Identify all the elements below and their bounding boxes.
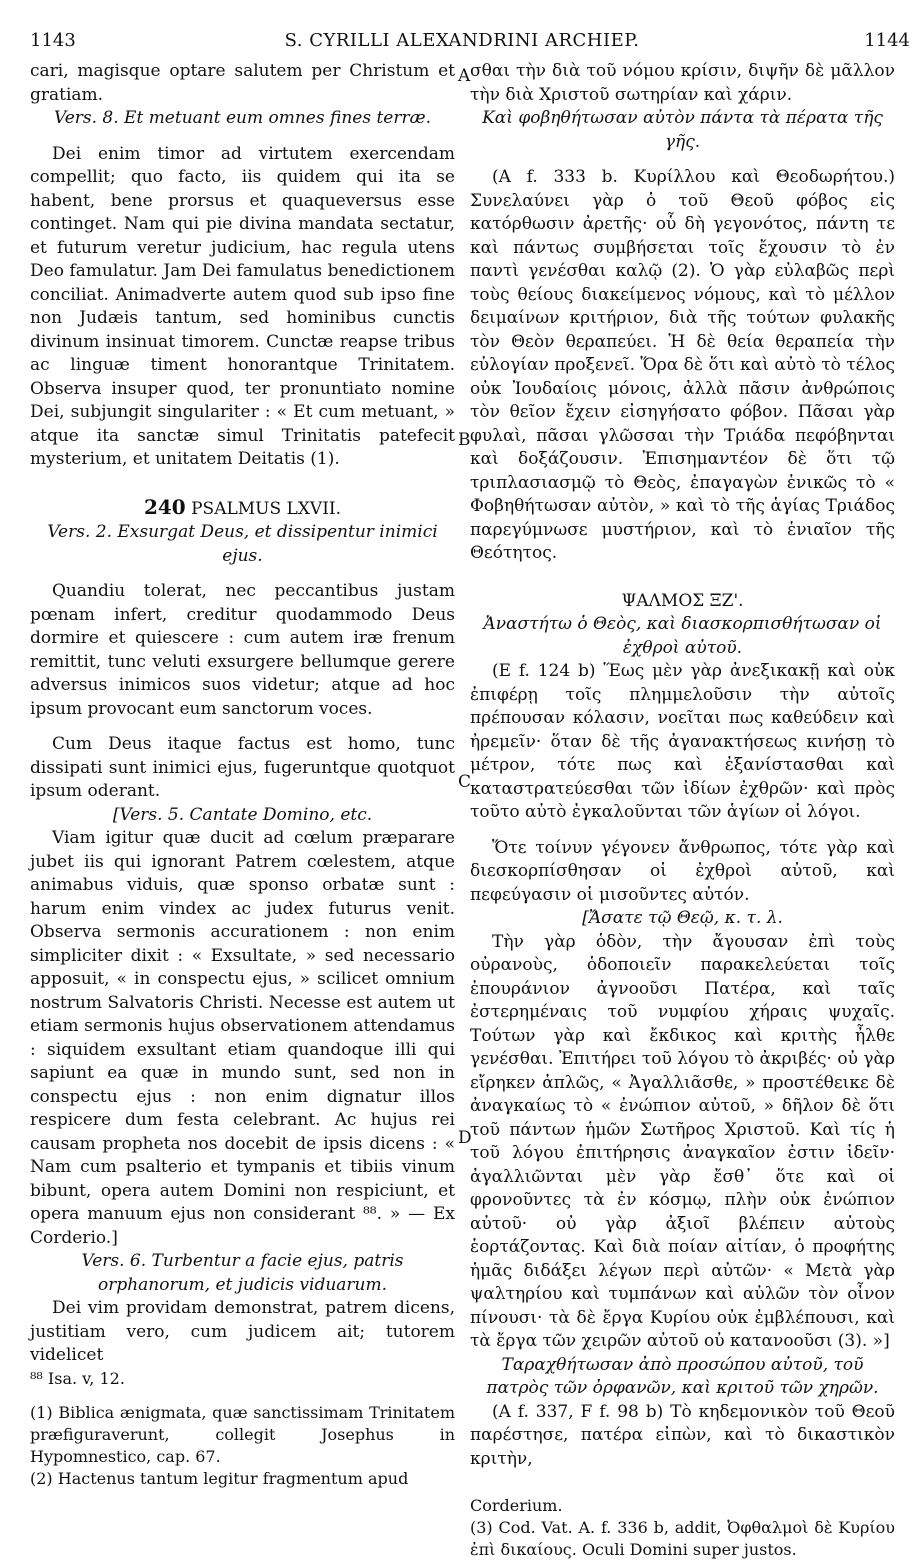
verse-heading: [Vers. 5. Cantate Domino, etc.	[112, 804, 373, 825]
verse-heading: Καὶ φοβηθήτωσαν αὐτὸν πάντα τὰ πέρατα τῆς γῆς.	[482, 108, 883, 152]
latin-paragraph: Dei enim timor ad virtutem exercendam compellit; quo facto, iis quidem qui ita se habent, bene prorsus et quaqueversus esse continget. Nam qui pie divina mandata sectatur, et futurum veretur judicium, hac regula utens Deo famulatur. Jam Dei famulatus benedictionem conciliat. Animadverte autem quod sub ipso fine non Judæis tantum, sed hominibus cunctis divinum insinuat timorem. Cunctæ reapse tribus ac linguæ timent honorantque Trinitatem. Observa insuper quod, ter pronuntiato nomine Dei, subjungit singulariter : « Et cum metuant, » atque ita sanctæ simul Trinitatis patefecit mysterium, et unitatem Deitatis (1).	[30, 143, 455, 469]
psalm-heading: ΨΑΛΜΟΣ ΞΖ'.	[621, 590, 744, 611]
verse-heading: Vers. 2. Exsurgat Deus, et dissipentur inimici ejus.	[47, 522, 438, 566]
running-title: S. CYRILLI ALEXANDRINI ARCHIEP.	[284, 30, 640, 51]
psalm-heading: 240 PSALMUS LXVII.	[143, 494, 342, 519]
footnote: (2) Hactenus tantum legitur fragmentum apud	[30, 1468, 409, 1488]
verse-heading: Vers. 6. Turbentur a facie ejus, patris orphanorum, et judicis viduarum.	[81, 1251, 404, 1295]
latin-paragraph: Quandiu tolerat, nec peccantibus justam pœnam infert, creditur quodammodo Deus dormire et quiescere : cum autem iræ frenum remittit, tunc veluti exsurgere bellumque gerere adversus inimicos suos videtur; atque ad hoc ipsum provocant eum sanctorum voces.	[30, 581, 455, 719]
margin-marker-b: B	[458, 430, 471, 450]
verse-heading: Vers. 8. Et metuant eum omnes fines terræ.	[53, 108, 431, 128]
greek-paragraph: (A f. 337, F f. 98 b) Τὸ κηδεμονικὸν τοῦ Θεοῦ παρέστησε, πατέρα εἰπὼν, καὶ τὸ δικαστικὸν κριτὴν,	[470, 1401, 895, 1469]
margin-marker-c: C	[458, 772, 472, 792]
footnote: (3) Cod. Vat. A. f. 336 b, addit, Ὀφθαλμοὶ δὲ Κυρίου ἐπὶ δικαίους. Oculi Domini super justos.	[470, 1518, 895, 1559]
latin-paragraph: cari, magisque optare salutem per Christum et gratiam.	[30, 61, 455, 105]
greek-paragraph: (A f. 333 b. Κυρίλλου καὶ Θεοδωρήτου.) Συνελαύνει γὰρ ὁ τοῦ Θεοῦ φόβος εἰς κατόρθωσιν ἀρετῆς· οὗ δὴ γεγονότος, πάντη τε καὶ πάντως συμβήσεται τοῖς ἔχουσιν τὸ ἐν παντὶ γενέσθαι καλῷ (2). Ὁ γὰρ εὐλαβῶς περὶ τοὺς θείους διακείμενος νόμους, καὶ τὸ μέλλον δειμαίνων κριτήριον, διὰ τῆς τούτων φυλακῆς τὸν Θεὸν θεραπεύει. Ἡ δὲ θεία θεραπεία τὴν εὐλογίαν προξενεῖ. Ὅρα δὲ ὅτι καὶ αὐτὸ τὸ τέλος οὐκ Ἰουδαίοις μόνοις, ἀλλὰ πᾶσιν ἀνθρώποις τὸν θεῖον ἔχειν εἰσηγήσατο φόβον. Πᾶσαι γὰρ φυλαὶ, πᾶσαι γλῶσσαι τὴν Τριάδα πεφόβηνται καὶ δοξάζουσιν. Ἐπισημαντέον δὲ ὅτι τῷ τριπλασιασμῷ τὸ Θεὸς, ἐπαγαγὼν ἑνικῶς τὸ « Φοβηθήτωσαν αὐτὸν, » καὶ τὸ τῆς ἁγίας Τριάδος παρεγύμνωσε μυστήριον, καὶ τὸ ἑνιαῖον τῆς Θεότητος.	[470, 167, 895, 563]
latin-paragraph: Viam igitur quæ ducit ad cœlum præparare jubet iis qui ignorant Patrem cœlestem, atque animabus viduis, quæ sponso orbatæ sunt : harum enim vindex ac judex futurus venit. Observa sermonis accurationem : non enim simpliciter dixit : « Exsultate, » sed necessario apposuit, « in conspectu ejus, » scilicet omnium nostrum Salvatoris Christi. Necesse est autem ut etiam sermonis hujus observationem attendamus : siquidem exsultant etiam quandoque illi qui sapiunt ea quæ in mundo sunt, sed non in conspectu ejus : non enim dignatur illos respicere dum festa celebrant. Ac hujus rei causam propheta nos docebit de ipsis dicens : « Nam cum psalterio et tympanis et tibiis vinum bibunt, opera autem Domini non respiciunt, et opera manuum ejus non considerant ⁸⁸. » — Ex Corderio.]	[30, 828, 455, 1248]
greek-paragraph: Τὴν γὰρ ὁδὸν, τὴν ἄγουσαν ἐπὶ τοὺς οὐρανοὺς, ὁδοποιεῖν παρακελεύεται τοῖς ἐπουράνιον ἀγνοοῦσι Πατέρα, καὶ ταῖς ἐστερημέναις τοῦ νυμφίου χήραις ψυχαῖς. Τούτων γὰρ καὶ ἔκδικος καὶ κριτὴς ἦλθε γενέσθαι. Ἐπιτήρει τοῦ λόγου τὸ ἀκριβές· οὐ γὰρ εἴρηκεν ἁπλῶς, « Ἀγαλλιᾶσθε, » προστέθεικε δὲ ἀναγκαίως τὸ « ἐνώπιον αὐτοῦ, » δῆλον δὲ ὅτι τοῦ πάντων ἡμῶν Σωτῆρος Χριστοῦ. Καὶ τίς ἡ τοῦ λόγου ἐπιτήρησις ἀναγκαῖον ἐστιν ἰδεῖν· ἀγαλλιῶνται μὲν γὰρ ἔσθ᾽ ὅτε καὶ οἱ φρονοῦντες τὰ ἐν κόσμῳ, πλὴν οὐκ ἐνώπιον αὐτοῦ· οὐ γὰρ ἀξιοῖ βλέπειν αὐτοὺς ἑορτάζοντας. Καὶ διὰ ποίαν αἰτίαν, ὁ προφήτης ἡμᾶς διδάξει λέγων περὶ αὐτῶν· « Μετὰ γὰρ ψαλτηρίου καὶ τυμπάνων καὶ αὐλῶν τὸν οἶνον πίνουσι· τὰ δὲ ἔργα Κυρίου οὐκ ἐμβλέπουσι, καὶ τὰ ἔργα τῶν χειρῶν αὐτοῦ οὐ κατανοοῦσι (3). »]	[470, 931, 895, 1351]
verse-heading: [Ἄσατε τῷ Θεῷ, κ. τ. λ.	[582, 908, 783, 928]
page-number-left: 1143	[30, 30, 76, 51]
verse-heading: Ἀναστήτω ὁ Θεὸς, καὶ διασκορπισθήτωσαν οἱ ἐχθροὶ αὐτοῦ.	[483, 614, 882, 658]
page-number-right: 1144	[864, 30, 910, 51]
latin-paragraph: Cum Deus itaque factus est homo, tunc dissipati sunt inimici ejus, fugeruntque quotquot ipsum oderant.	[30, 734, 455, 801]
greek-paragraph: (E f. 124 b) Ἕως μὲν γὰρ ἀνεξικακῇ καὶ οὐκ ἐπιφέρῃ τοῖς πλημμελοῦσιν τὴν αὐτοῖς πρέπουσαν κόλασιν, νοεῖται πως καθεύδειν καὶ ἠρεμεῖν· ὅταν δὲ τῆς ἀγανακτήσεως κινήσῃ τὸ μέτρον, τότε πως καὶ ἐξανίστασθαι καὶ καταστρατεύεσθαι τῶν ἰδίων ἐχθρῶν· καὶ πρὸς τοῦτο αὐτὸ ἐγκαλοῦνται τῶν ἁγίων οἱ λόγοι.	[470, 661, 895, 822]
margin-marker-d: D	[458, 1128, 472, 1148]
latin-column	[30, 60, 455, 1490]
greek-column	[470, 60, 895, 1561]
greek-paragraph: Ὅτε τοίνυν γέγονεν ἄνθρωπος, τότε γὰρ καὶ διεσκορπίσθησαν οἱ ἐχθροὶ αὐτοῦ, καὶ πεφεύγασιν οἱ μισοῦντες αὐτόν.	[470, 837, 895, 905]
latin-paragraph: Dei vim providam demonstrat, patrem dicens, justitiam vero, cum judicem ait; tutorem videlicet	[30, 1298, 455, 1365]
verse-heading: Ταραχθήτωσαν ἀπὸ προσώπου αὐτοῦ, τοῦ πατρὸς τῶν ὀρφανῶν, καὶ κριτοῦ τῶν χηρῶν.	[486, 1354, 879, 1398]
footnote: Corderium.	[470, 1496, 563, 1515]
footnote: (1) Biblica ænigmata, quæ sanctissimam Trinitatem præfiguraverunt, collegit Josephus in Hypomnestico, cap. 67.	[30, 1402, 455, 1466]
column-number: 240	[143, 494, 186, 519]
margin-marker-a: A	[458, 66, 471, 86]
greek-paragraph: σθαι τὴν διὰ τοῦ νόμου κρίσιν, διψῆν δὲ μᾶλλον τὴν διὰ Χριστοῦ σωτηρίαν καὶ χάριν.	[470, 61, 895, 105]
footnote: ⁸⁸ Isa. v, 12.	[30, 1368, 125, 1388]
